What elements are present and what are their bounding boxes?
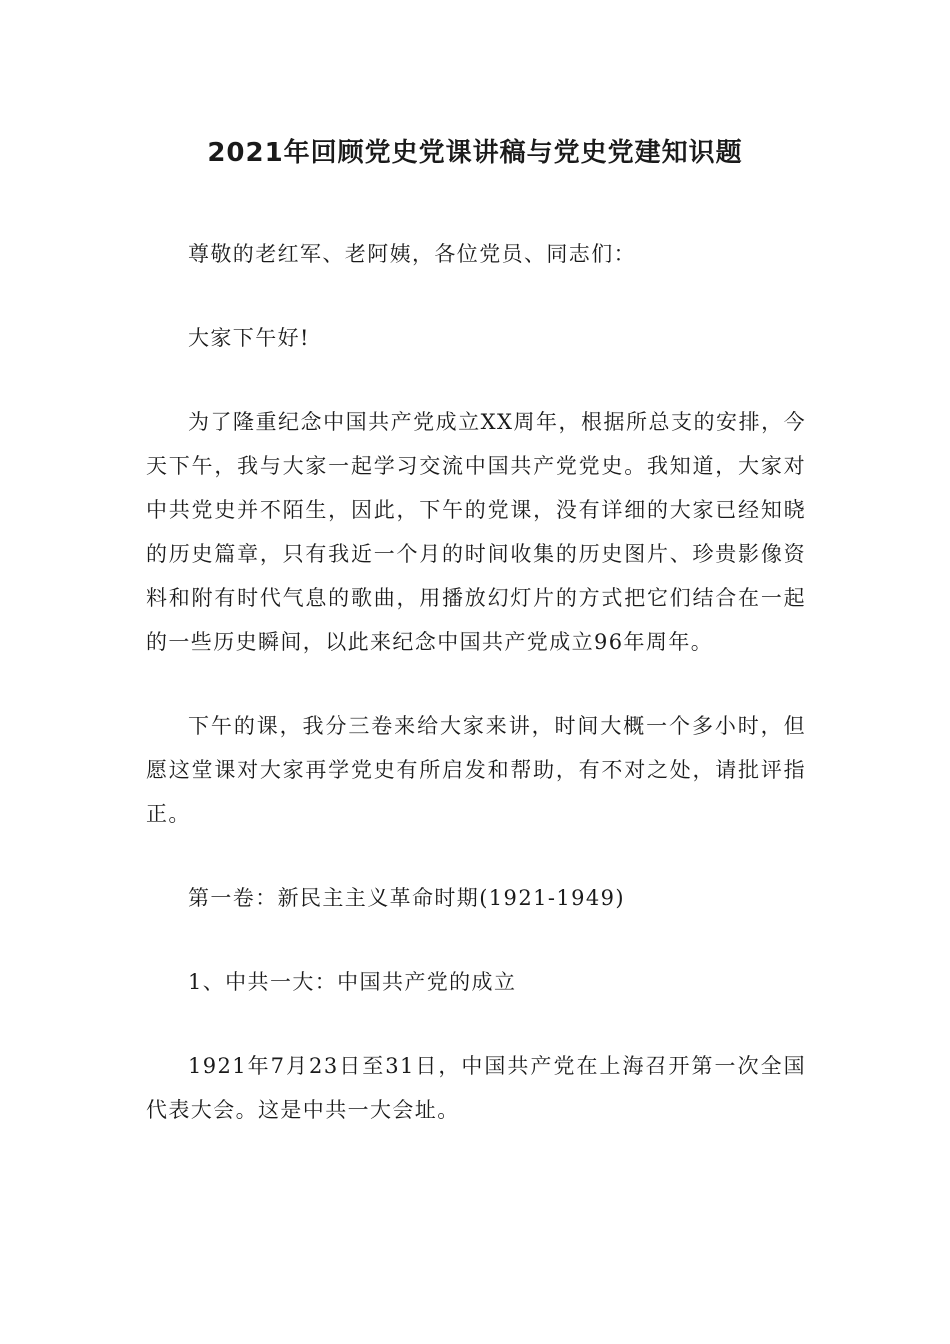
intro-paragraph: 为了隆重纪念中国共产党成立XX周年，根据所总支的安排，今天下午，我与大家一起学习交流中国共产党党史。我知道，大家对中共党史并不陌生，因此，下午的党课，没有详细的大家已经知晓的历史篇章，只有我近一个月的时间收集的历史图片、珍贵影像资料和附有时代气息的歌曲，用播放幻灯片的方式把它们结合在一起的一些历史瞬间，以此来纪念中国共产党成立96年周年。 — [146, 410, 806, 654]
subsection-heading-first-congress: 1、中共一大：中国共产党的成立 — [188, 970, 517, 994]
greeting-paragraph: 大家下午好! — [188, 326, 310, 350]
document-title: 2021年回顾党史党课讲稿与党史党建知识题 — [207, 138, 743, 168]
salutation-paragraph: 尊敬的老红军、老阿姨，各位党员、同志们： — [188, 242, 636, 266]
outline-paragraph: 下午的课，我分三卷来给大家来讲，时间大概一个多小时，但愿这堂课对大家再学党史有所启发和帮助，有不对之处，请批评指正。 — [146, 714, 806, 826]
section-heading-volume-one: 第一卷：新民主主义革命时期(1921-1949) — [188, 886, 625, 910]
document-body — [146, 232, 806, 1172]
first-congress-paragraph: 1921年7月23日至31日，中国共产党在上海召开第一次全国代表大会。这是中共一大会址。 — [146, 1054, 806, 1122]
